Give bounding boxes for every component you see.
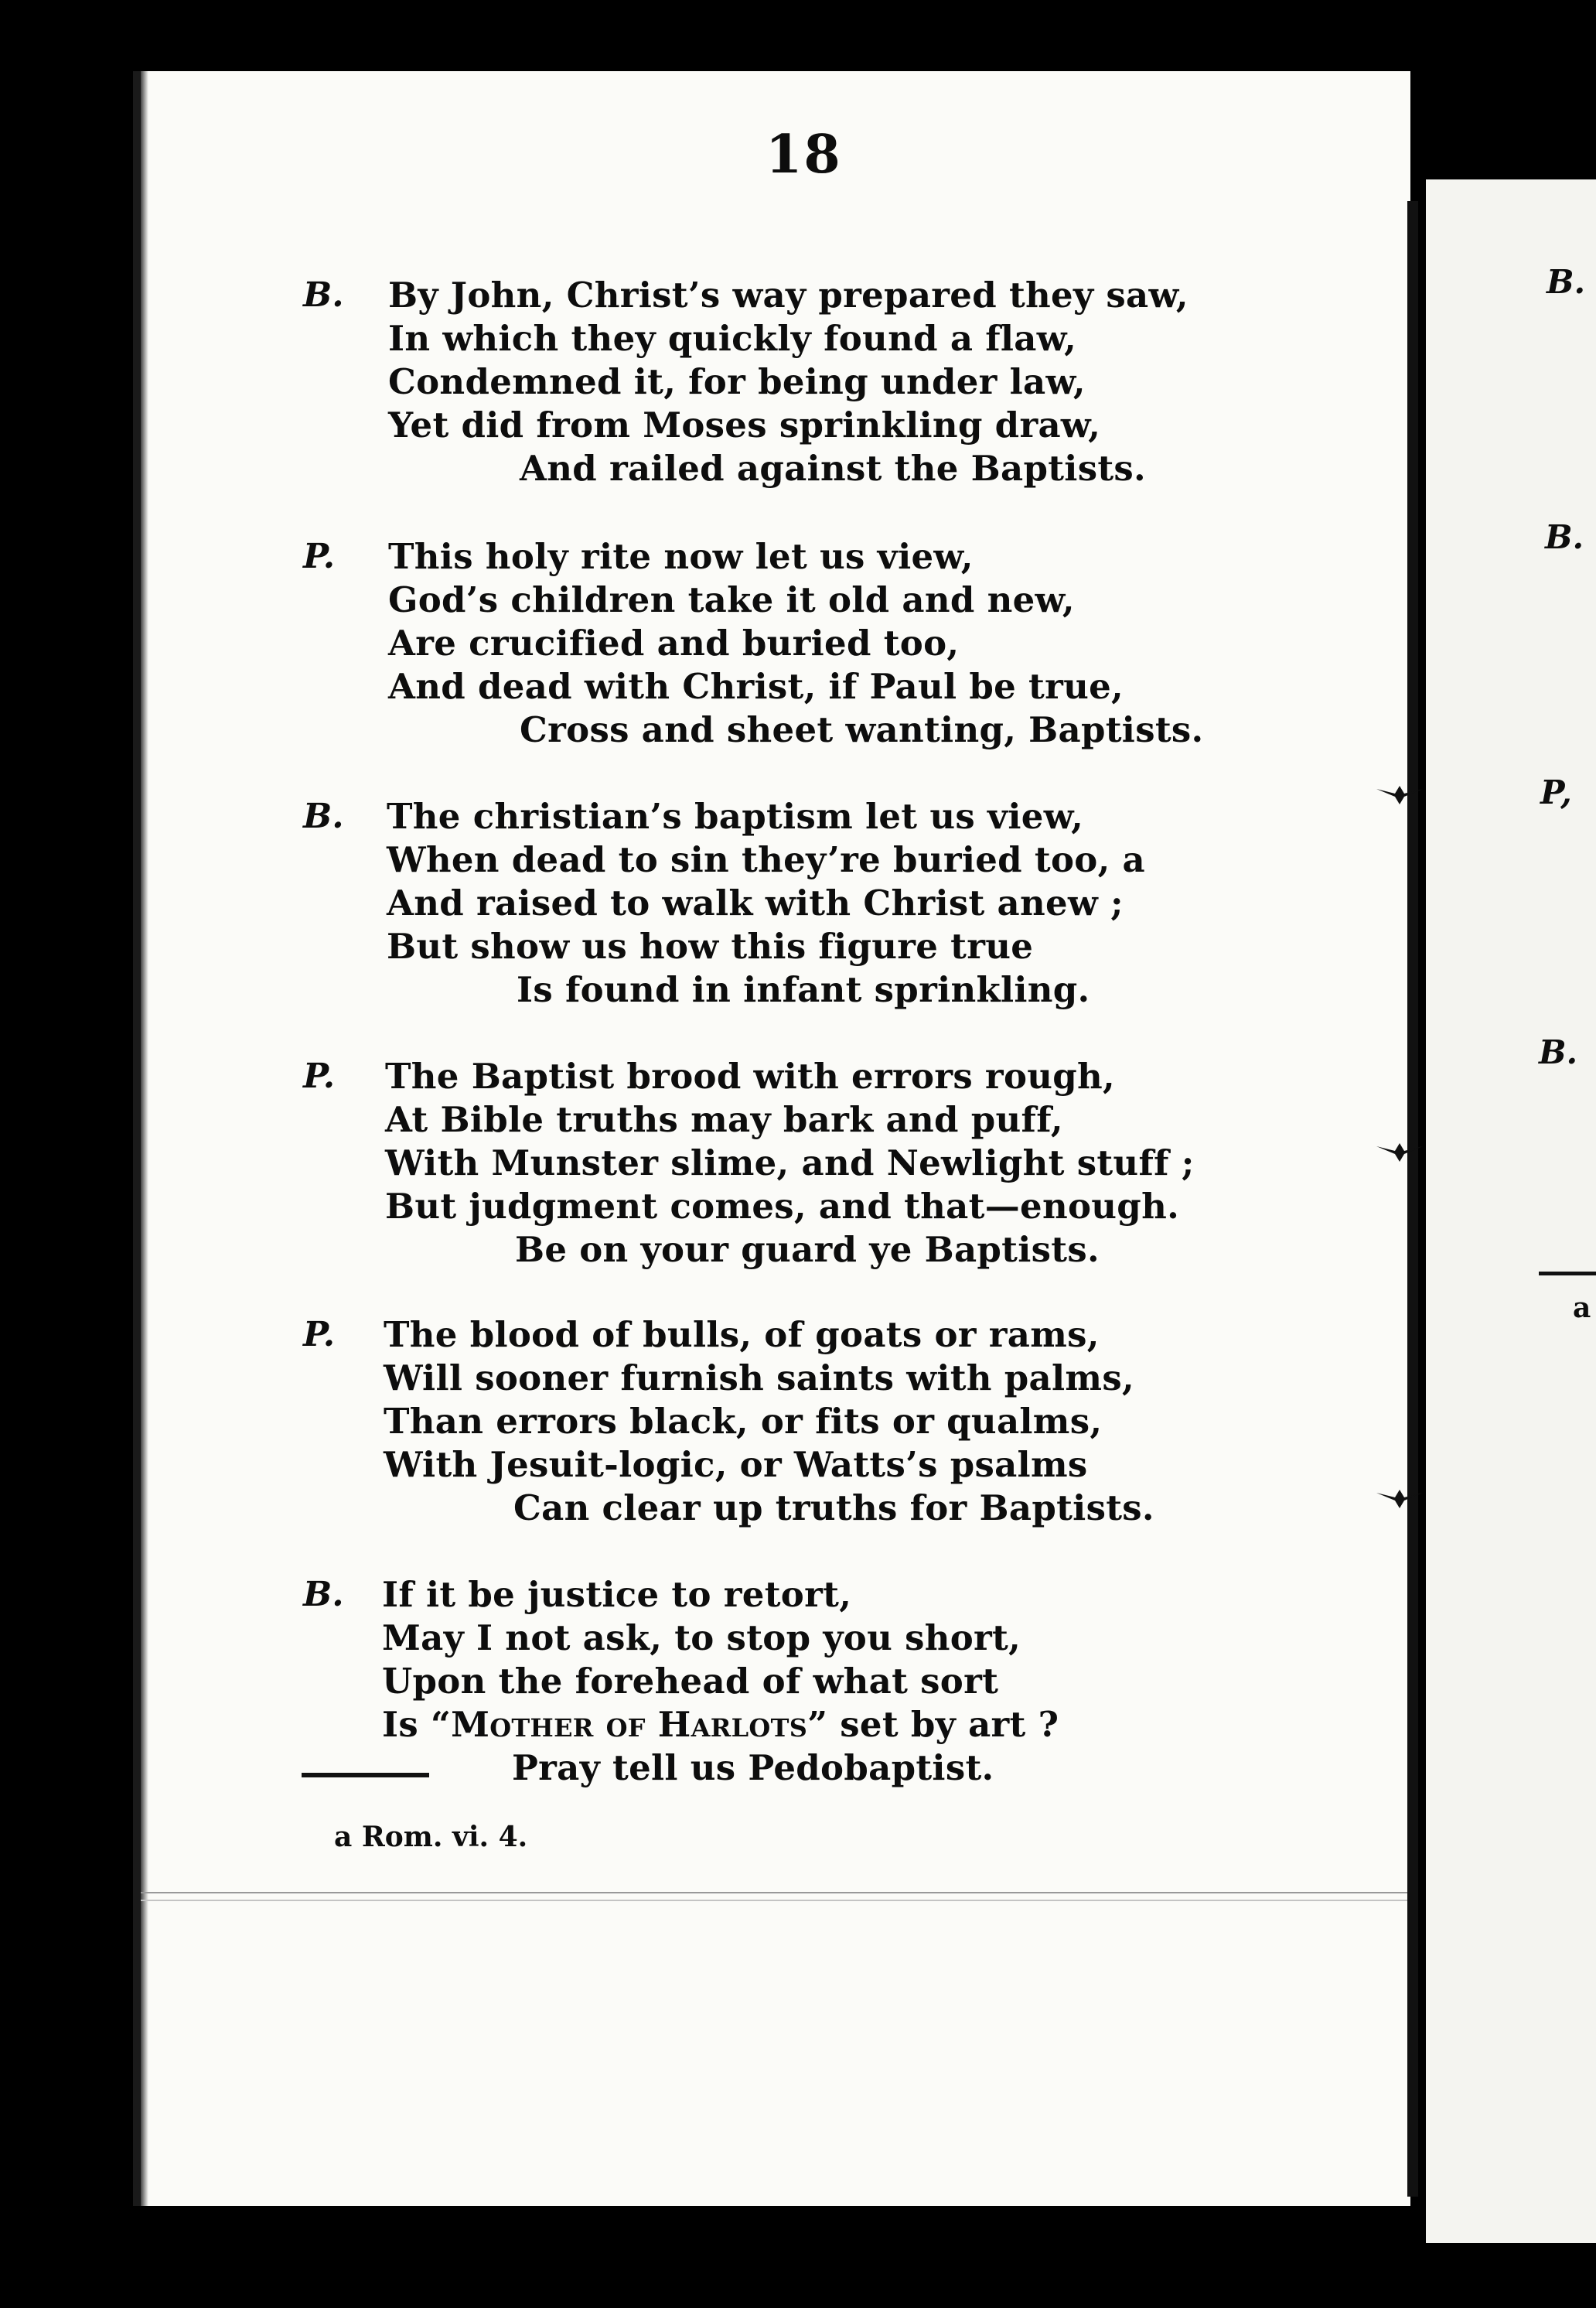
- verse-line: Upon the forehead of what sort: [382, 1661, 999, 1702]
- verse-line: [382, 1703, 1059, 1746]
- book-page: [133, 71, 1410, 2206]
- stanza-speaker: B.: [303, 275, 344, 315]
- footnote: a Rom. vi. 4.: [334, 1821, 528, 1853]
- spine-line: [1407, 201, 1418, 2197]
- verse-line-start: Is “: [382, 1704, 452, 1745]
- verse-line: The Baptist brood with errors rough,: [385, 1056, 1116, 1097]
- verse-line: And raised to walk with Christ anew ;: [387, 883, 1124, 924]
- verse-line: This holy rite now let us view,: [388, 536, 974, 577]
- facing-speaker: P,: [1540, 773, 1572, 811]
- page-edge-shadow: [141, 71, 148, 2206]
- stanza-speaker: P.: [303, 537, 336, 576]
- verse-line: But show us how this figure true: [387, 926, 1034, 967]
- verse-line: Are crucified and buried too,: [388, 623, 960, 664]
- verse-line: Than errors black, or fits or qualms,: [384, 1401, 1103, 1442]
- binding-stitch-mark: [1376, 1142, 1423, 1162]
- verse-line: May I not ask, to stop you short,: [382, 1617, 1021, 1658]
- verse-line-refrain: Can clear up truths for Baptists.: [513, 1487, 1154, 1528]
- verse-line: When dead to sin they’re buried too, a: [387, 839, 1145, 880]
- verse-line-refrain: Is found in infant sprinkling.: [517, 969, 1090, 1010]
- stanza-speaker: B.: [303, 1575, 344, 1614]
- verse-line: In which they quickly found a flaw,: [388, 318, 1077, 359]
- binding-stitch-mark: [1376, 784, 1423, 804]
- verse-line-refrain: Pray tell us Pedobaptist.: [512, 1747, 994, 1788]
- verse-line: Condemned it, for being under law,: [388, 361, 1086, 402]
- facing-speaker: B.: [1539, 1033, 1578, 1071]
- verse-line-end: ” set by art ?: [807, 1704, 1059, 1745]
- page-number: 18: [766, 124, 842, 186]
- verse-line: With Munster slime, and Newlight stuff ;: [385, 1142, 1195, 1183]
- verse-line: By John, Christ’s way prepared they saw,: [388, 275, 1188, 316]
- facing-footnote-rule: [1539, 1272, 1596, 1275]
- verse-line-refrain: And railed against the Baptists.: [520, 448, 1147, 489]
- verse-line-refrain: Be on your guard ye Baptists.: [515, 1229, 1100, 1270]
- verse-line: If it be justice to retort,: [382, 1574, 852, 1615]
- facing-page: [1426, 155, 1596, 2243]
- verse-line-smallcaps: Mother of Harlots: [451, 1704, 808, 1745]
- fold-line: [141, 1892, 1410, 1893]
- verse-line: The blood of bulls, of goats or rams,: [384, 1314, 1100, 1355]
- stanza-speaker: B.: [303, 797, 344, 836]
- stanza-speaker: P.: [303, 1315, 336, 1354]
- fold-line: [141, 1900, 1410, 1901]
- facing-speaker: B.: [1547, 263, 1586, 301]
- verse-line: Yet did from Moses sprinkling draw,: [388, 405, 1101, 446]
- verse-line: The christian’s baptism let us view,: [387, 796, 1084, 837]
- binding-stitch-mark: [1376, 1488, 1423, 1508]
- verse-line-refrain: Cross and sheet wanting, Baptists.: [520, 709, 1204, 750]
- verse-line: But judgment comes, and that—enough.: [385, 1186, 1180, 1227]
- facing-speaker: B.: [1545, 518, 1584, 556]
- verse-line: With Jesuit-logic, or Watts’s psalms: [384, 1444, 1088, 1485]
- verse-line: God’s children take it old and new,: [388, 579, 1075, 620]
- verse-line: Will sooner furnish saints with palms,: [384, 1357, 1134, 1398]
- stanza-speaker: P.: [303, 1057, 336, 1096]
- verse-line: And dead with Christ, if Paul be true,: [388, 666, 1124, 707]
- footnote-rule: [302, 1773, 429, 1777]
- verse-line: At Bible truths may bark and puff,: [385, 1099, 1063, 1140]
- facing-footnote-mark: a: [1573, 1292, 1591, 1324]
- torn-corner: [1426, 71, 1596, 179]
